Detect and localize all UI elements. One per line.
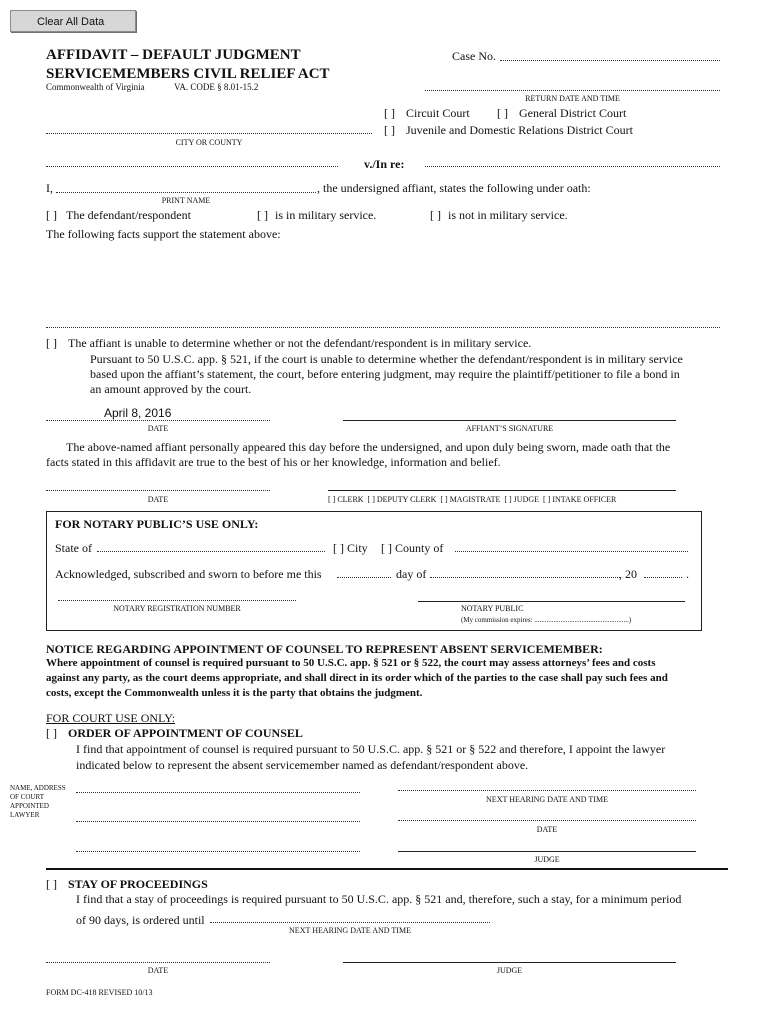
city-checkbox[interactable]: [ ] City: [333, 541, 368, 555]
notary-signature-line[interactable]: [418, 601, 685, 602]
stay-checkbox[interactable]: [ ]: [46, 877, 57, 891]
pursuant-line3: an amount approved by the court.: [90, 382, 252, 396]
lawyer-label-4: LAWYER: [10, 811, 40, 819]
case-no-label: Case No.: [452, 49, 496, 63]
form-title-line1: AFFIDAVIT – DEFAULT JUDGMENT: [46, 47, 301, 63]
plaintiff-field[interactable]: [46, 166, 338, 167]
stay-heading: STAY OF PROCEEDINGS: [68, 877, 208, 891]
in-military-checkbox[interactable]: [ ]: [257, 208, 268, 222]
unable-statement: The affiant is unable to determine whether or not the defendant/respondent is in military service.: [68, 336, 532, 350]
jdr-court-checkbox[interactable]: [ ]: [384, 123, 395, 137]
court-use-heading: FOR COURT USE ONLY:: [46, 711, 176, 725]
affiant-date-value[interactable]: April 8, 2016: [104, 406, 172, 420]
commission-expires[interactable]: (My commission expires: ......................................................): [461, 616, 632, 624]
stay-judge-label: JUDGE: [496, 966, 523, 975]
circuit-court-label: Circuit Court: [406, 106, 470, 120]
order-heading: ORDER OF APPOINTMENT OF COUNSEL: [68, 726, 303, 740]
order-judge-label: JUDGE: [534, 855, 560, 864]
stay-until-field[interactable]: [210, 922, 490, 923]
officer-date-label: DATE: [147, 495, 169, 504]
lawyer-label-1: NAME, ADDRESS: [10, 784, 66, 792]
i-label: I,: [46, 181, 53, 195]
print-name-label: PRINT NAME: [161, 196, 211, 205]
defendant-field[interactable]: [425, 166, 720, 167]
order-date-label: DATE: [536, 825, 558, 834]
pursuant-line2: based upon the affiant’s statement, the court, before entering judgment, may require the plaintiff/petitioner to file a bond in: [90, 367, 680, 381]
state-field[interactable]: [97, 551, 325, 552]
in-military-label: is in military service.: [275, 208, 377, 222]
affiant-signature-label: AFFIANT’S SIGNATURE: [465, 424, 554, 433]
affiant-date-field: [46, 420, 270, 421]
facts-underline: [46, 327, 720, 328]
section-divider: [46, 868, 728, 870]
jdr-court-label: Juvenile and Domestic Relations District Court: [406, 123, 633, 137]
order-line1: I find that appointment of counsel is required pursuant to 50 U.S.C. app. § 521 or § 522 and therefore, I appoint the lawyer: [76, 742, 666, 756]
form-number: FORM DC-418 REVISED 10/13: [46, 988, 153, 997]
not-in-military-label: is not in military service.: [448, 208, 568, 222]
oath-text: , the undersigned affiant, states the following under oath:: [317, 181, 591, 195]
notice-line2: against any party, as the court deems appropriate, and shall direct in its order which of the parties to the case shall pay such fees and: [46, 672, 668, 684]
city-county-field[interactable]: [46, 133, 372, 134]
circuit-court-checkbox[interactable]: [ ]: [384, 106, 395, 120]
day-field[interactable]: [337, 577, 391, 578]
notice-line1: Where appointment of counsel is required pursuant to 50 U.S.C. app. § 521 or § 522, the court may assess attorneys’ fees and costs: [46, 657, 656, 669]
general-district-label: General District Court: [519, 106, 627, 120]
month-field[interactable]: [430, 577, 620, 578]
state-of-label: State of: [55, 541, 92, 555]
order-next-hearing-label: NEXT HEARING DATE AND TIME: [486, 795, 608, 804]
v-in-re-label: v./In re:: [364, 157, 405, 171]
affiant-signature-line[interactable]: [343, 420, 676, 421]
general-district-checkbox[interactable]: [ ]: [497, 106, 508, 120]
notary-reg-field[interactable]: [58, 600, 296, 601]
sworn-line2: facts stated in this affidavit are true to the best of his or her knowledge, information and belief.: [46, 455, 501, 469]
stay-until-label: NEXT HEARING DATE AND TIME: [289, 926, 411, 935]
notice-line3: costs, except the Commonwealth unless it is the party that obtains the judgment.: [46, 687, 423, 699]
order-next-hearing-field[interactable]: [398, 790, 696, 791]
case-no-field[interactable]: [500, 60, 720, 61]
va-code: VA. CODE § 8.01-15.2: [174, 82, 259, 92]
lawyer-field-1[interactable]: [76, 792, 360, 793]
lawyer-label-3: APPOINTED: [10, 802, 49, 810]
sworn-line1: The above-named affiant personally appeared this day before the undersigned, and upon duly being sworn, made oath that the: [66, 440, 671, 454]
lawyer-field-2[interactable]: [76, 821, 360, 822]
order-judge-line[interactable]: [398, 851, 696, 852]
notary-public-label: NOTARY PUBLIC: [461, 604, 524, 613]
return-date-field[interactable]: [425, 90, 720, 91]
officer-date-field[interactable]: [46, 490, 270, 491]
county-field[interactable]: [455, 551, 688, 552]
order-line2: indicated below to represent the absent servicemember named as defendant/respondent above.: [76, 758, 529, 772]
acknowledged-label: Acknowledged, subscribed and sworn to before me this: [55, 567, 322, 581]
notary-heading: FOR NOTARY PUBLIC’S USE ONLY:: [55, 517, 259, 531]
stay-line2: of 90 days, is ordered until: [76, 913, 205, 927]
officer-type-options[interactable]: [ ] CLERK [ ] DEPUTY CLERK [ ] MAGISTRATE [ ] JUDGE [ ] INTAKE OFFICER: [328, 495, 617, 504]
stay-date-label: DATE: [147, 966, 169, 975]
officer-signature-line[interactable]: [328, 490, 676, 491]
stay-date-field[interactable]: [46, 962, 270, 963]
facts-label: The following facts support the statement above:: [46, 227, 281, 241]
notice-heading: NOTICE REGARDING APPOINTMENT OF COUNSEL TO REPRESENT ABSENT SERVICEMEMBER:: [46, 642, 603, 656]
lawyer-label: [10, 784, 66, 820]
facts-textarea[interactable]: [46, 243, 720, 321]
defendant-label: The defendant/respondent: [66, 208, 191, 222]
order-date-field[interactable]: [398, 820, 696, 821]
pursuant-line1: Pursuant to 50 U.S.C. app. § 521, if the court is unable to determine whether the defendant/respondent is in military service: [90, 352, 683, 366]
lawyer-label-2: OF COURT: [10, 793, 45, 801]
city-county-label: CITY OR COUNTY: [175, 138, 243, 147]
day-of-label: day of: [396, 567, 427, 581]
stay-line1: I find that a stay of proceedings is required pursuant to 50 U.S.C. app. § 521 and, therefore, such a stay, for a minimum period: [76, 892, 682, 906]
defendant-checkbox[interactable]: [ ]: [46, 208, 57, 222]
county-checkbox[interactable]: [ ] County of: [381, 541, 444, 555]
notary-reg-label: NOTARY REGISTRATION NUMBER: [113, 604, 241, 613]
twenty-label: , 20: [619, 567, 637, 581]
year-field[interactable]: [644, 577, 682, 578]
jurisdiction: Commonwealth of Virginia: [46, 82, 145, 92]
stay-judge-line[interactable]: [343, 962, 676, 963]
affiant-date-label: DATE: [147, 424, 169, 433]
unable-checkbox[interactable]: [ ]: [46, 336, 57, 350]
print-name-field[interactable]: [56, 192, 316, 193]
form-title-line2: SERVICEMEMBERS CIVIL RELIEF ACT: [46, 66, 330, 82]
order-checkbox[interactable]: [ ]: [46, 726, 57, 740]
clear-all-data-button[interactable]: Clear All Data: [10, 10, 136, 32]
period: .: [686, 567, 689, 581]
return-date-label: RETURN DATE AND TIME: [525, 94, 620, 103]
not-in-military-checkbox[interactable]: [ ]: [430, 208, 441, 222]
lawyer-field-3[interactable]: [76, 851, 360, 852]
